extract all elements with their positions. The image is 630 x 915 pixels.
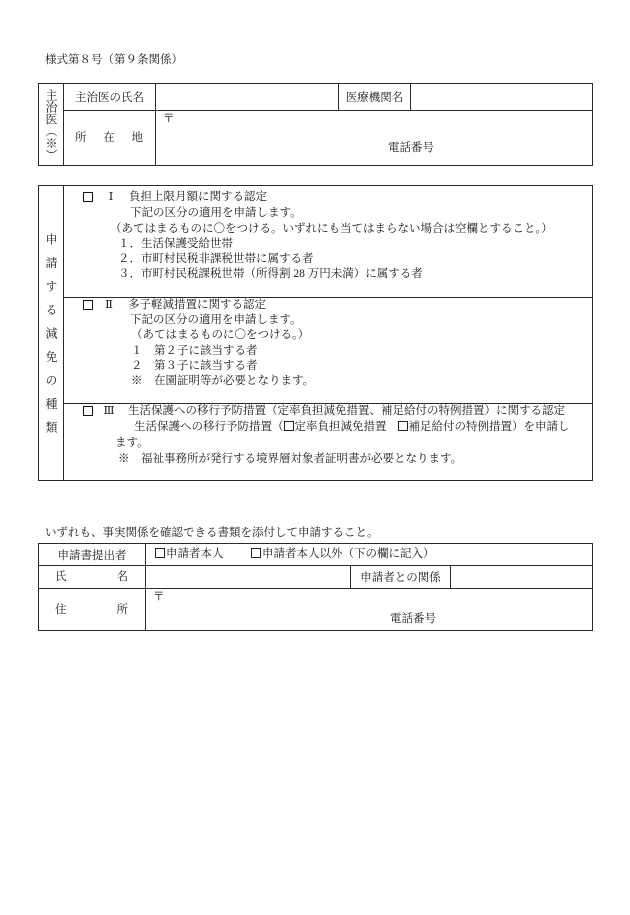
submitter-option-self[interactable] xyxy=(155,546,224,562)
section-3-request-prefix: 生活保護への移行予防措置（ xyxy=(134,421,284,433)
submitter-other-label: 申請者本人以外（下の欄に記入） xyxy=(262,548,435,560)
applicant-address-label: 住 所 xyxy=(55,603,128,616)
applicant-name-field[interactable] xyxy=(145,565,351,589)
physician-name-label: 主治医の氏名 xyxy=(75,92,144,104)
fixed-rate-reduction-checkbox[interactable] xyxy=(284,421,294,431)
section-1-numeral: Ⅰ xyxy=(108,191,114,203)
reduction-table xyxy=(38,185,593,481)
section-2-numeral: Ⅱ xyxy=(105,299,113,311)
section-3-requirement-note: ※ 福祉事務所が発行する境界層対象者証明書が必要となります。 xyxy=(118,453,463,465)
section-2-requirement-note: ※ 在園証明等が必要となります。 xyxy=(131,375,315,387)
section-2-option-item[interactable]: ２ 第３子に該当する者 xyxy=(131,360,258,372)
physician-address-field[interactable] xyxy=(155,110,593,166)
institution-name-label: 医療機関名 xyxy=(345,92,404,104)
relation-label-cell xyxy=(350,565,451,589)
submitter-other-checkbox[interactable] xyxy=(251,548,261,558)
relation-field[interactable] xyxy=(450,565,593,589)
section-1-title: 負担上限月額に関する認定 xyxy=(129,191,267,203)
applicant-table xyxy=(38,543,593,631)
physician-name-field[interactable] xyxy=(155,83,339,111)
applicant-address-field[interactable] xyxy=(145,588,593,631)
submitter-options-cell xyxy=(145,543,593,566)
physician-postal-mark: 〒 xyxy=(163,113,175,125)
section-3-request-line xyxy=(134,419,570,435)
section-1-option-item[interactable]: ３．市町村民税課税世帯（所得割 28 万円未満）に属する者 xyxy=(118,268,423,280)
reduction-section-2 xyxy=(63,297,593,404)
fixed-rate-reduction-option[interactable] xyxy=(284,421,387,433)
applicant-address-label-cell xyxy=(38,588,146,631)
form-number-heading: 様式第８号（第９条関係） xyxy=(45,54,183,66)
section-3-request-wrap: ます。 xyxy=(115,437,149,449)
supplementary-benefit-checkbox[interactable] xyxy=(398,421,408,431)
reduction-section-3 xyxy=(63,403,593,481)
section-3-checkbox[interactable] xyxy=(83,406,93,416)
fixed-rate-reduction-label: 定率負担減免措置 xyxy=(294,421,387,433)
applicant-phone-label: 電話番号 xyxy=(390,613,436,625)
physician-address-label: 所 在 地 xyxy=(75,132,143,144)
applicant-name-label-cell xyxy=(38,565,146,589)
section-1-checkbox[interactable] xyxy=(83,192,93,202)
section-2-instruction: 下記の区分の適用を申請します。 xyxy=(130,314,302,326)
reduction-side-label: 申請する減免の種類 xyxy=(44,232,58,445)
submitter-option-other[interactable] xyxy=(251,546,435,562)
attachment-note: いずれも、事実関係を確認できる書類を添付して申請すること。 xyxy=(45,527,379,539)
section-3-title: 生活保護への移行予防措置（定率負担減免措置、補足給付の特例措置）に関する認定 xyxy=(128,405,565,417)
supplementary-benefit-label: 補足給付の特例措置 xyxy=(408,421,512,433)
section-2-note: （あてはまるものに〇をつける。） xyxy=(131,329,310,341)
physician-phone-label: 電話番号 xyxy=(388,142,434,154)
section-3-numeral: Ⅲ xyxy=(103,405,115,417)
physician-side-label-cell xyxy=(38,83,64,166)
supplementary-benefit-option[interactable] xyxy=(398,421,513,433)
reduction-section-1 xyxy=(63,185,593,298)
applicant-name-label: 氏 名 xyxy=(55,571,128,583)
physician-side-label: 主治医（※） xyxy=(44,88,58,161)
section-1-note: （あてはまるものに〇をつける。いずれにも当てはまらない場合は空欄とすること。） xyxy=(110,223,553,235)
applicant-postal-mark: 〒 xyxy=(153,591,165,603)
section-3-request-suffix: ）を申請し xyxy=(512,421,570,433)
section-1-instruction: 下記の区分の適用を申請します。 xyxy=(130,207,302,219)
section-2-option-item[interactable]: １ 第２子に該当する者 xyxy=(131,345,258,357)
submitter-self-checkbox[interactable] xyxy=(155,548,165,558)
institution-name-label-cell xyxy=(338,83,411,111)
section-1-option-item[interactable]: １．生活保護受給世帯 xyxy=(118,238,233,250)
section-2-checkbox[interactable] xyxy=(83,300,93,310)
submitter-label: 申請書提出者 xyxy=(57,549,127,562)
reduction-side-label-cell xyxy=(38,185,64,481)
submitter-self-label: 申請者本人 xyxy=(166,548,224,560)
physician-table xyxy=(38,83,593,166)
submitter-label-cell xyxy=(38,543,146,566)
relation-label: 申請者との関係 xyxy=(360,572,441,584)
physician-address-label-cell xyxy=(63,110,156,166)
section-2-title: 多子軽減措置に関する認定 xyxy=(128,299,266,311)
institution-name-field[interactable] xyxy=(410,83,593,111)
section-1-option-item[interactable]: ２．市町村民税非課税世帯に属する者 xyxy=(118,253,314,265)
physician-name-label-cell xyxy=(63,83,156,111)
